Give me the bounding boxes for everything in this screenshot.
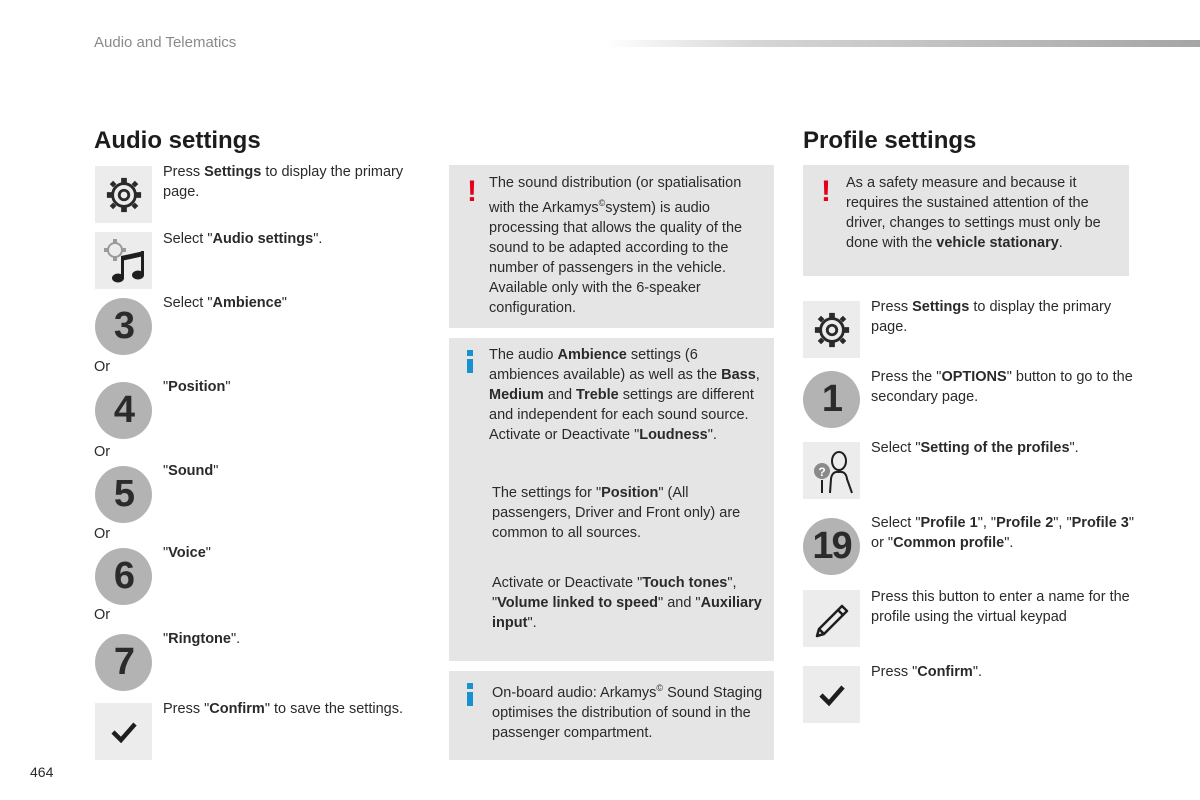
audio-step-sound-text: "Sound" — [163, 463, 219, 479]
music-note-icon — [99, 236, 149, 286]
info-arkamys-text: On-board audio: Arkamys© Sound Staging optimises the distribution of sound in the passenger compartment. — [492, 683, 763, 741]
audio-step-settings-text: Press Settings to display the primary page. — [163, 164, 404, 200]
exclamation-icon: ! — [467, 175, 477, 208]
profile-confirm-button[interactable] — [803, 666, 860, 723]
user-question-icon — [806, 445, 858, 497]
or-label: Or — [94, 359, 111, 375]
step-number-1: 1 — [803, 371, 860, 428]
profile-warning-panel — [803, 165, 1129, 276]
info-panel-ambience — [449, 338, 774, 661]
profile-step-setting-profiles-text: Select "Setting of the profiles". — [871, 440, 1079, 456]
setting-of-profiles-button[interactable] — [803, 442, 860, 499]
profile-step-settings-text: Press Settings to display the primary page. — [871, 299, 1112, 335]
step-number-4: 4 — [95, 382, 152, 439]
gear-icon — [105, 176, 143, 214]
audio-step-confirm-text: Press "Confirm" to save the settings. — [163, 701, 403, 717]
exclamation-icon: ! — [821, 175, 831, 208]
edit-name-button[interactable] — [803, 590, 860, 647]
checkmark-icon — [110, 720, 138, 744]
warning-text: The sound distribution (or spatialisation with the Arkamys©system) is audio processing that allows the quality of the sound to be adapted according to the number of passengers in the vehicle. Available only with the 6-speaker configuration. — [489, 175, 743, 316]
or-label: Or — [94, 444, 111, 460]
profile-step-select-profile-text: Select "Profile 1", "Profile 2", "Profile 3" or "Common profile". — [871, 515, 1135, 551]
step-number-7: 7 — [95, 634, 152, 691]
header-bar — [605, 40, 1200, 47]
profile-settings-button[interactable] — [803, 301, 860, 358]
step-number-6: 6 — [95, 548, 152, 605]
audio-settings-button[interactable] — [95, 232, 152, 289]
step-number-5: 5 — [95, 466, 152, 523]
info-touch-tones-text: Activate or Deactivate "Touch tones", "Volume linked to speed" and "Auxiliary input". — [492, 575, 762, 631]
step-number-3: 3 — [95, 298, 152, 355]
audio-step-ambience-text: Select "Ambience" — [163, 295, 287, 311]
or-label: Or — [94, 526, 111, 542]
profile-step-enter-name-text: Press this button to enter a name for the profile using the virtual keypad — [871, 589, 1130, 625]
info-icon — [467, 683, 473, 706]
info-panel-arkamys — [449, 671, 774, 760]
info-icon — [467, 350, 473, 373]
svg-text:?: ? — [817, 464, 826, 479]
pencil-icon — [810, 597, 854, 641]
warning-panel — [449, 165, 774, 328]
audio-step-position-text: "Position" — [163, 379, 231, 395]
audio-settings-title: Audio settings — [94, 127, 261, 154]
page-number: 464 — [30, 764, 54, 780]
info-position-text: The settings for "Position" (All passengers, Driver and Front only) are common to all sources. — [492, 485, 741, 541]
gear-icon — [813, 311, 851, 349]
profile-settings-title: Profile settings — [803, 127, 977, 154]
section-header-label: Audio and Telematics — [94, 34, 237, 51]
audio-step-ringtone-text: "Ringtone". — [163, 631, 241, 647]
audio-step-audio-settings-text: Select "Audio settings". — [163, 231, 323, 247]
confirm-button[interactable] — [95, 703, 152, 760]
step-number-19: 19 — [803, 518, 860, 575]
audio-step-voice-text: "Voice" — [163, 545, 211, 561]
or-label: Or — [94, 607, 111, 623]
checkmark-icon — [818, 683, 846, 707]
profile-step-confirm-text: Press "Confirm". — [871, 664, 983, 680]
settings-button[interactable] — [95, 166, 152, 223]
profile-step-options-text: Press the "OPTIONS" button to go to the secondary page. — [871, 369, 1133, 405]
info-ambience-text: The audio Ambience settings (6 ambiences available) as well as the Bass, Medium and Treble settings are different and independent for each sound source. Activate or Deactivate "Loudness". — [489, 347, 760, 443]
profile-warning-text: As a safety measure and because it requires the sustained attention of the driver, changes to settings must only be done with the vehicle stationary. — [846, 175, 1101, 251]
